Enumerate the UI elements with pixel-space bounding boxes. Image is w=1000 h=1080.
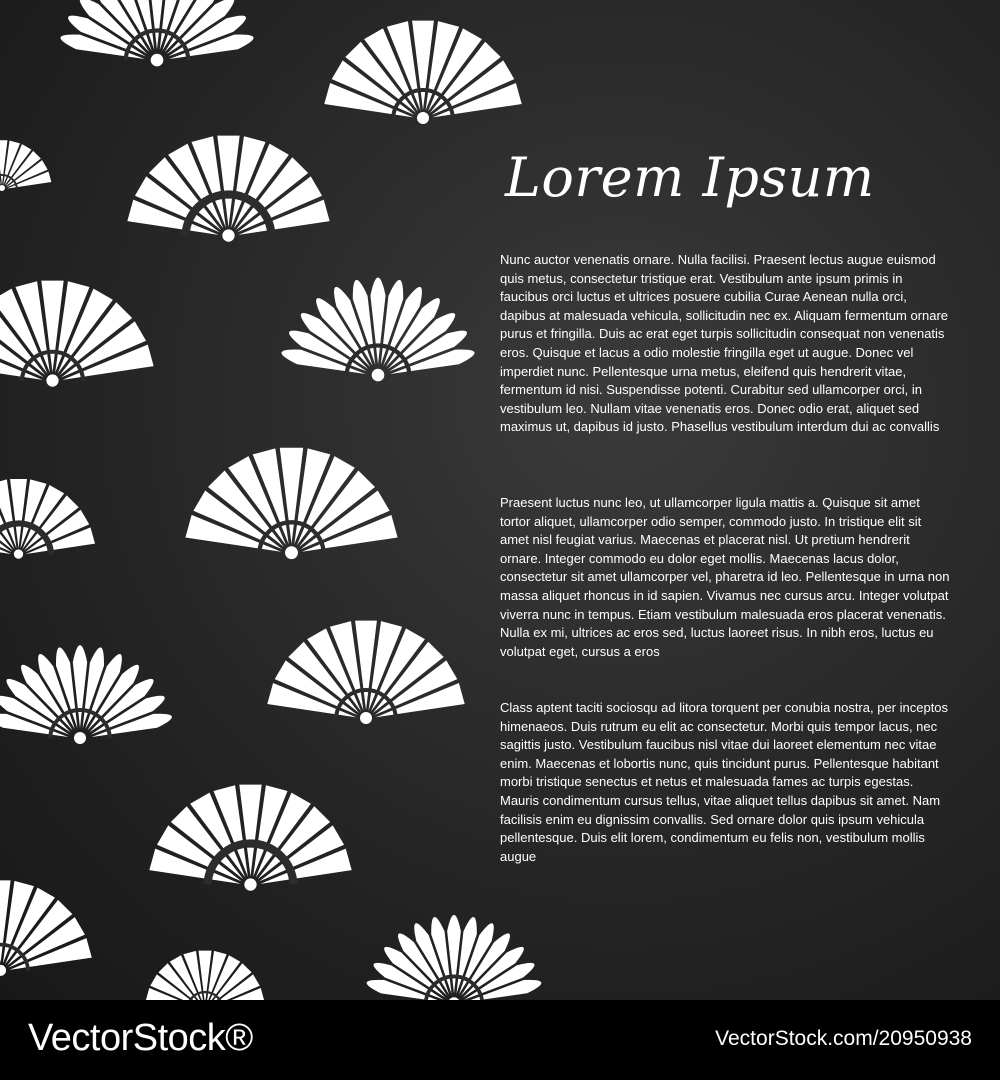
image-credit: VectorStock.com/20950938 bbox=[715, 1027, 972, 1050]
folding-fan-icon bbox=[47, 0, 267, 68]
body-paragraph-1: Nunc auctor venenatis ornare. Nulla facilisi. Praesent lectus augue euismod quis metus, consectetur tristique erat. Vestibulum ante ipsum primis in faucibus orci luctus et ultrices posuere cubilia Curae Aenean nulla orci, dapibus at malesuada vehicula, sollicitudin nec ex. Aliquam fermentum ornare purus et fringilla. Duis ac erat eget turpis sollicitudin consequat non venenatis eros. Quisque et lacus a odio molestie fringilla eget ut augue. Donec vel imperdiet nunc. Pellentesque urna metus, eleifend quis hendrerit vitae, fermentum id nisi. Suspendisse potenti. Curabitur sed ullamcorper orci, in vestibulum leo. Nullam vitae venenatis eros. Donec odio erat, aliquet sed maximus ut, dapibus id justo. Phasellus vestibulum interdum dui ac convallis bbox=[500, 252, 949, 435]
folding-fan-icon bbox=[0, 678, 185, 746]
folding-fan-icon bbox=[140, 973, 270, 1000]
folding-fan-icon bbox=[143, 823, 358, 893]
folding-fan-icon bbox=[0, 159, 57, 196]
folding-fan-icon bbox=[0, 915, 98, 978]
folding-fan-icon bbox=[179, 488, 404, 561]
body-paragraph-2: Praesent luctus nunc leo, ut ullamcorper ligula mattis a. Quisque sit amet tortor aliquet, ullamcorper odio semper, commodo justo. In tristique elit sit amet nisl feugiat varius. Maecenas et placerat nisl. Ut pretium hendrerit ornare. Integer commodo eu dolor eget mollis. Maecenas lacus dolor, consectetur sit amet ullamcorper vel, pharetra id leo. Pellentesque in urna non massa aliquet rhoncus in id sapien. Vivamus nec cursus arcu. Integer volutpat viverra nunc in tempus. Etiam vestibulum malesuada eros placerat venenatis. Nulla ex mi, ultrices ac eros sed, luctus laoreet risus. In nibh eros, luctus eu volutpat eget, cursus a eros bbox=[500, 495, 950, 659]
folding-fan-icon bbox=[121, 174, 336, 244]
poster-title: Lorem Ipsum bbox=[505, 146, 875, 209]
brand-logo: VectorStock® bbox=[28, 1017, 253, 1059]
folding-fan-icon bbox=[354, 946, 554, 1000]
folding-fan-icon bbox=[261, 658, 471, 726]
folding-fan-icon bbox=[318, 58, 528, 126]
folding-fan-icon bbox=[0, 319, 160, 389]
body-paragraph-3: Class aptent taciti sociosqu ad litora torquent per conubia nostra, per inceptos himenaeos. Duis rutrum eu elit ac consectetur. Morbi quis tempor lacus, nec sagittis justo. Vestibulum faucibus nisl vitae dui laoreet elementum nec vitae enim. Maecenas et lobortis nunc, quis tincidunt purus. Pellentesque habitant morbi tristique senectus et netus et malesuada fames ac turpis egestas. Mauris condimentum cursus tellus, vitae aliquet tellus dapibus sit amet. Nam facilisis enim eu dignissim convallis. Sed ornare dolor quis ipsum vehicula pellentesque. Duis elit lorem, condimentum eu felis non, vestibulum mollis augue bbox=[500, 700, 949, 864]
folding-fan-icon bbox=[0, 508, 101, 562]
folding-fan-icon bbox=[268, 312, 488, 383]
watermark-bar bbox=[0, 1000, 1000, 1080]
